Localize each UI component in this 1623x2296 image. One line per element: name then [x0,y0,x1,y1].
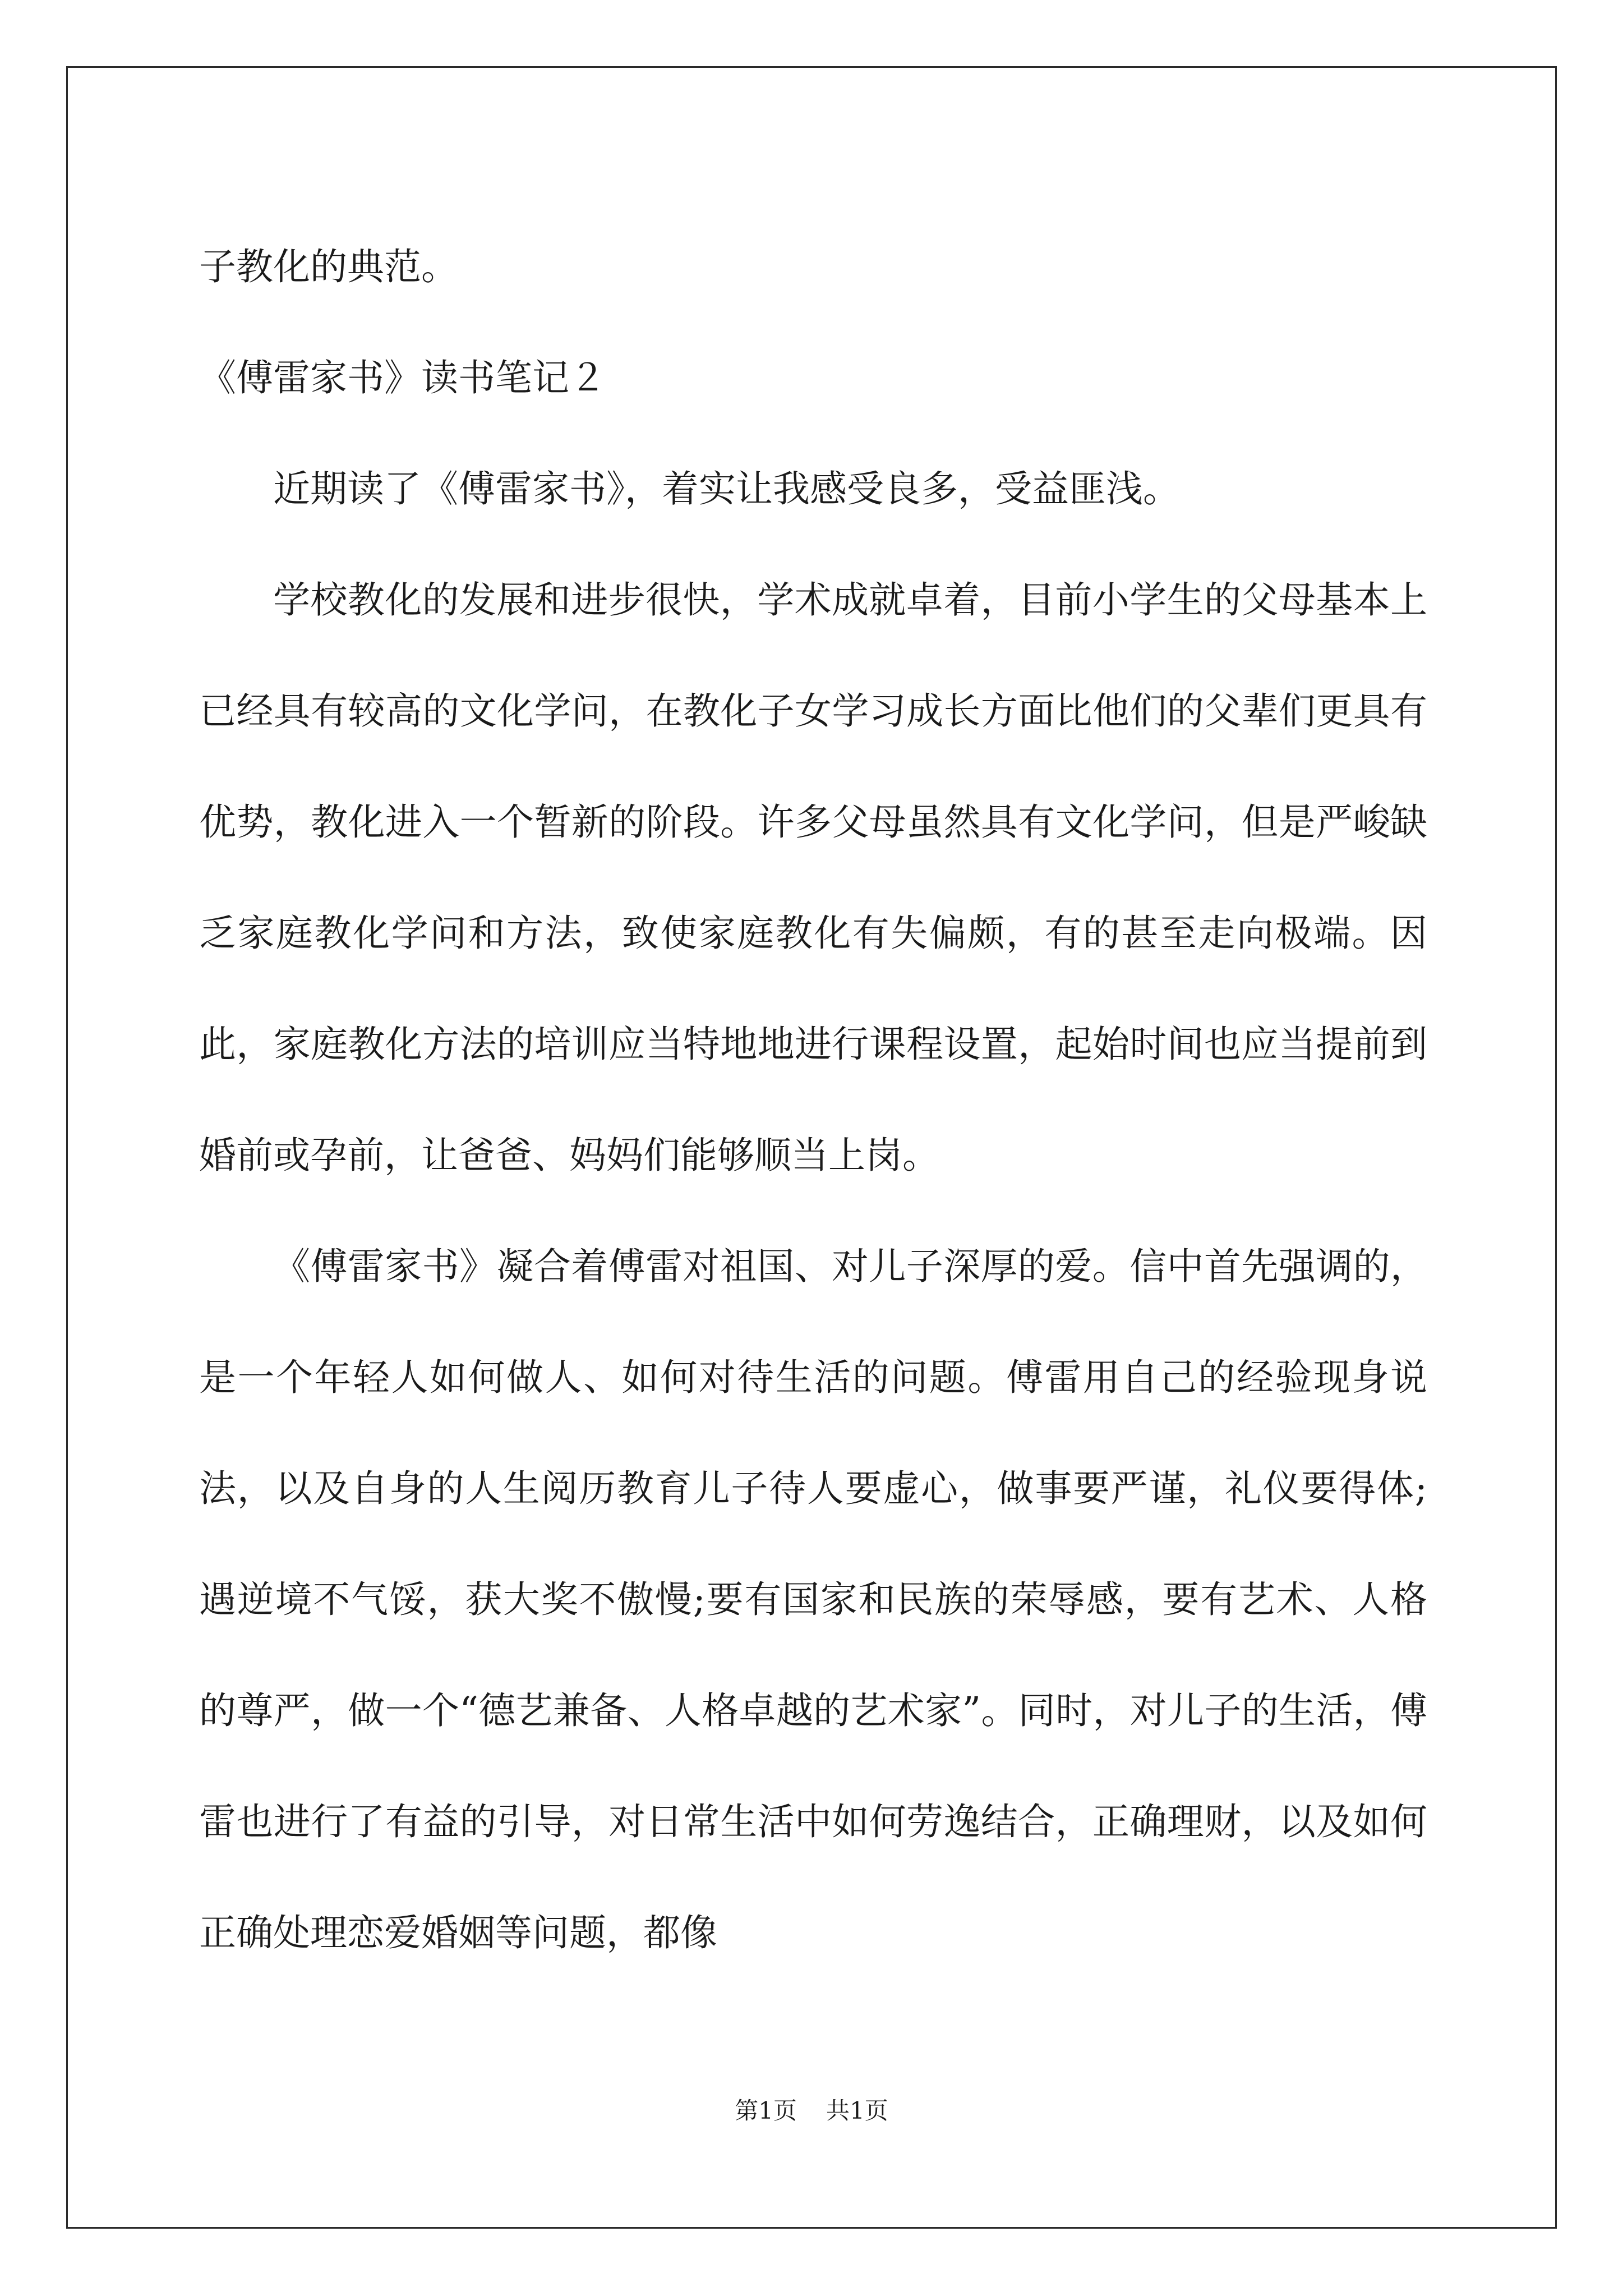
section-heading: 《傅雷家书》读书笔记２ [199,356,606,399]
paragraph: 近期读了《傅雷家书》，着实让我感受良多，受益匪浅。 [273,467,1180,510]
page-total: 共1页 [826,2097,888,2124]
paragraph-continuation: 子教化的典范。 [199,245,458,288]
document-body [199,211,1427,1989]
page-number: 第1页 [735,2097,797,2124]
page-footer [0,2094,1623,2128]
paragraph: 《傅雷家书》凝合着傅雷对祖国、对儿子深厚的爱。信中首先强调的，是一个年轻人如何做人、如何对待生活的问题。傅雷用自己的经验现身说法，以及自身的人生阅历教育儿子待人要虚心，做事要严谨，礼仪要得体;遇逆境不气馁，获大奖不傲慢;要有国家和民族的荣辱感，要有艺术、人格的尊严，做一个“德艺兼备、人格卓越的艺术家”。同时，对儿子的生活，傅雷也进行了有益的引导，对日常生活中如何劳逸结合，正确理财，以及如何正确处理恋爱婚姻等问题，都像 [199,1245,1427,1954]
paragraph: 学校教化的发展和进步很快，学术成就卓着，目前小学生的父母基本上已经具有较高的文化学问，在教化子女学习成长方面比他们的父辈们更具有优势，教化进入一个暂新的阶段。许多父母虽然具有文化学问，但是严峻缺乏家庭教化学问和方法，致使家庭教化有失偏颇，有的甚至走向极端。因此，家庭教化方法的培训应当特地地进行课程设置，起始时间也应当提前到婚前或孕前，让爸爸、妈妈们能够顺当上岗。 [199,578,1427,1177]
